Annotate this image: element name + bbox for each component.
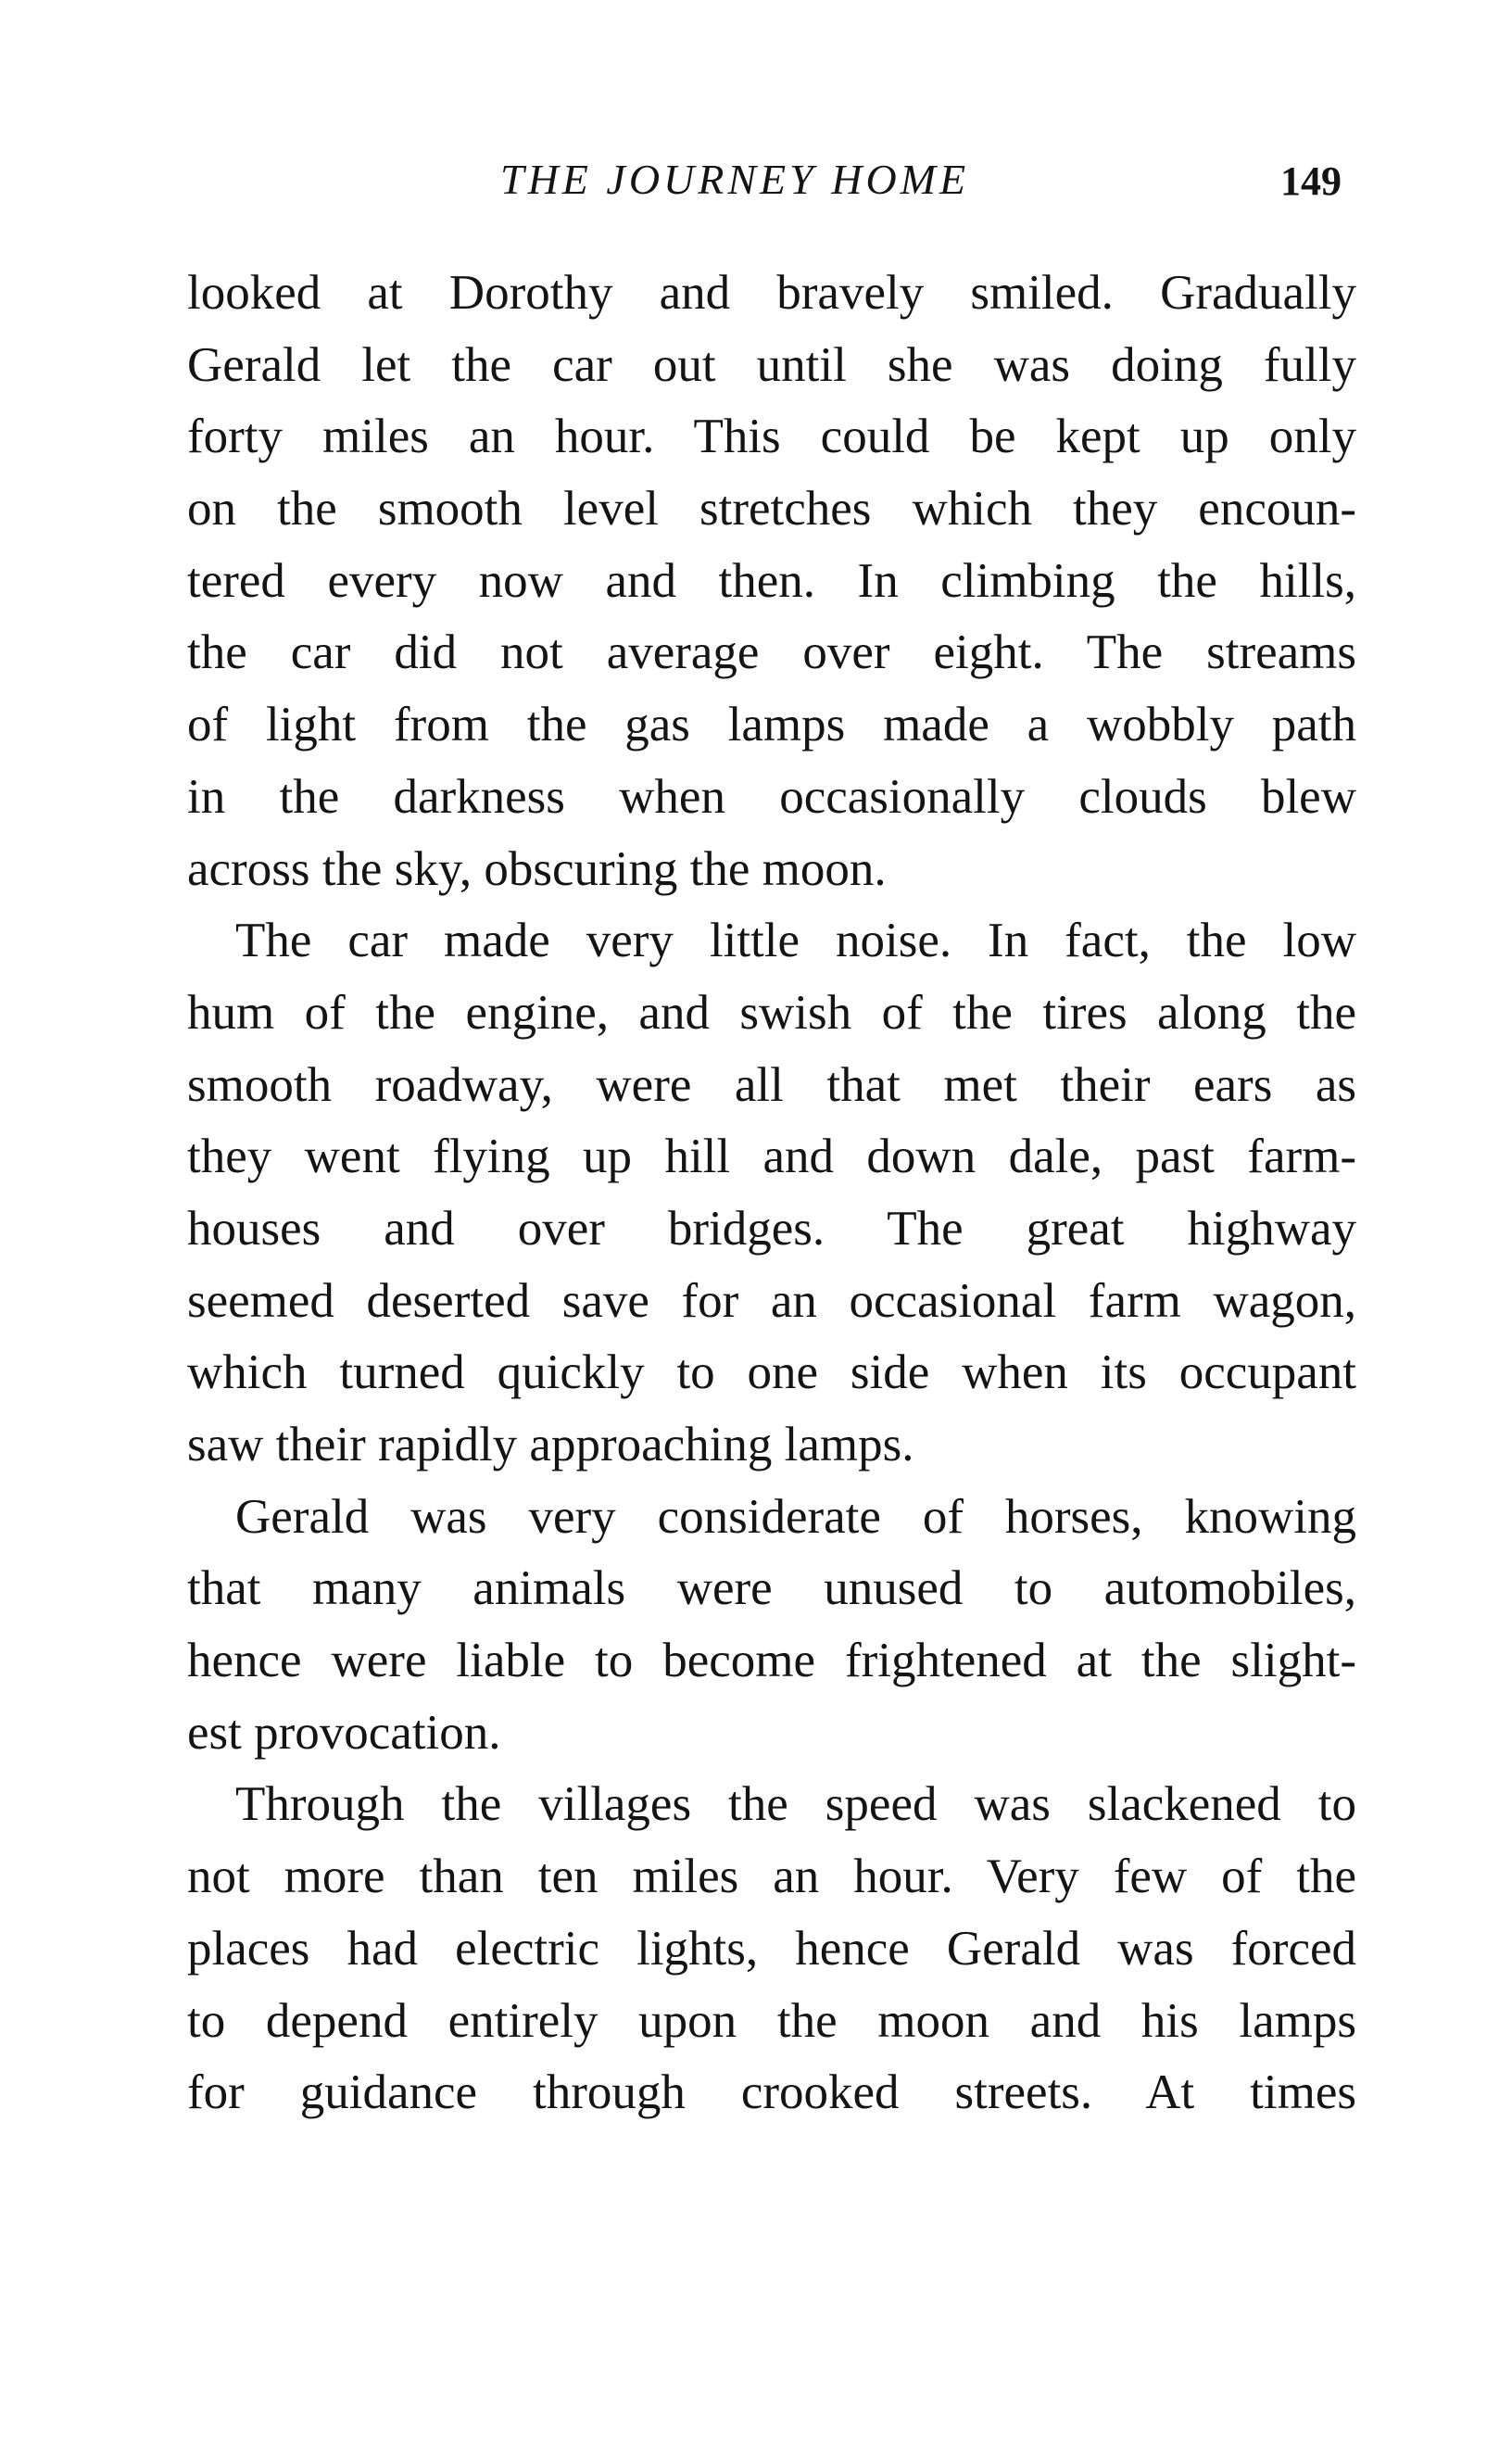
- running-title: THE JOURNEY HOME: [500, 156, 970, 203]
- text-line: saw their rapidly approaching lamps.: [187, 1418, 914, 1471]
- paragraph-1: [187, 258, 1356, 905]
- text-line: across the sky, obscuring the moon.: [187, 841, 887, 896]
- text-line: Through the villages the speed was slackened to: [235, 1777, 1356, 1832]
- page-number: 149: [1280, 158, 1342, 204]
- text-line: Gerald was very considerate of horses, knowing: [235, 1489, 1356, 1544]
- text-line: est provocation.: [187, 1705, 501, 1760]
- body-text: [187, 258, 1356, 2129]
- text-line: looked at Dorothy and bravely smiled. Gradually: [187, 266, 1356, 320]
- text-line: Gerald let the car out until she was doing fully: [187, 337, 1356, 392]
- text-line: that many animals were unused to automobiles,: [187, 1561, 1356, 1616]
- text-line: hum of the engine, and swish of the tires along the: [187, 985, 1356, 1040]
- text-line: for guidance through crooked streets. At times: [187, 2065, 1356, 2120]
- text-line: they went flying up hill and down dale, past farm-: [187, 1130, 1356, 1184]
- text-line: forty miles an hour. This could be kept up only: [187, 410, 1356, 464]
- paragraph-4: [187, 1769, 1356, 2128]
- text-line: tered every now and then. In climbing the hills,: [187, 553, 1356, 608]
- paragraph-2: [187, 905, 1356, 1482]
- paragraph-3: [187, 1482, 1356, 1770]
- text-line: hence were liable to become frightened at the slight-: [187, 1634, 1356, 1688]
- text-line: seemed deserted save for an occasional farm wagon,: [187, 1273, 1356, 1328]
- text-line: places had electric lights, hence Gerald was forced: [187, 1921, 1356, 1976]
- text-line: the car did not average over eight. The streams: [187, 625, 1356, 680]
- text-line: on the smooth level stretches which they encoun-: [187, 482, 1356, 537]
- text-line: which turned quickly to one side when its occupant: [187, 1345, 1356, 1400]
- text-line: to depend entirely upon the moon and his lamps: [187, 1993, 1356, 2048]
- text-line: smooth roadway, were all that met their ears as: [187, 1057, 1356, 1112]
- text-line: houses and over bridges. The great highway: [187, 1201, 1356, 1256]
- text-line: not more than ten miles an hour. Very few of the: [187, 1850, 1356, 1904]
- text-line: in the darkness when occasionally clouds blew: [187, 769, 1356, 824]
- text-line: The car made very little noise. In fact, the low: [235, 914, 1356, 968]
- text-line: of light from the gas lamps made a wobbly path: [187, 698, 1356, 752]
